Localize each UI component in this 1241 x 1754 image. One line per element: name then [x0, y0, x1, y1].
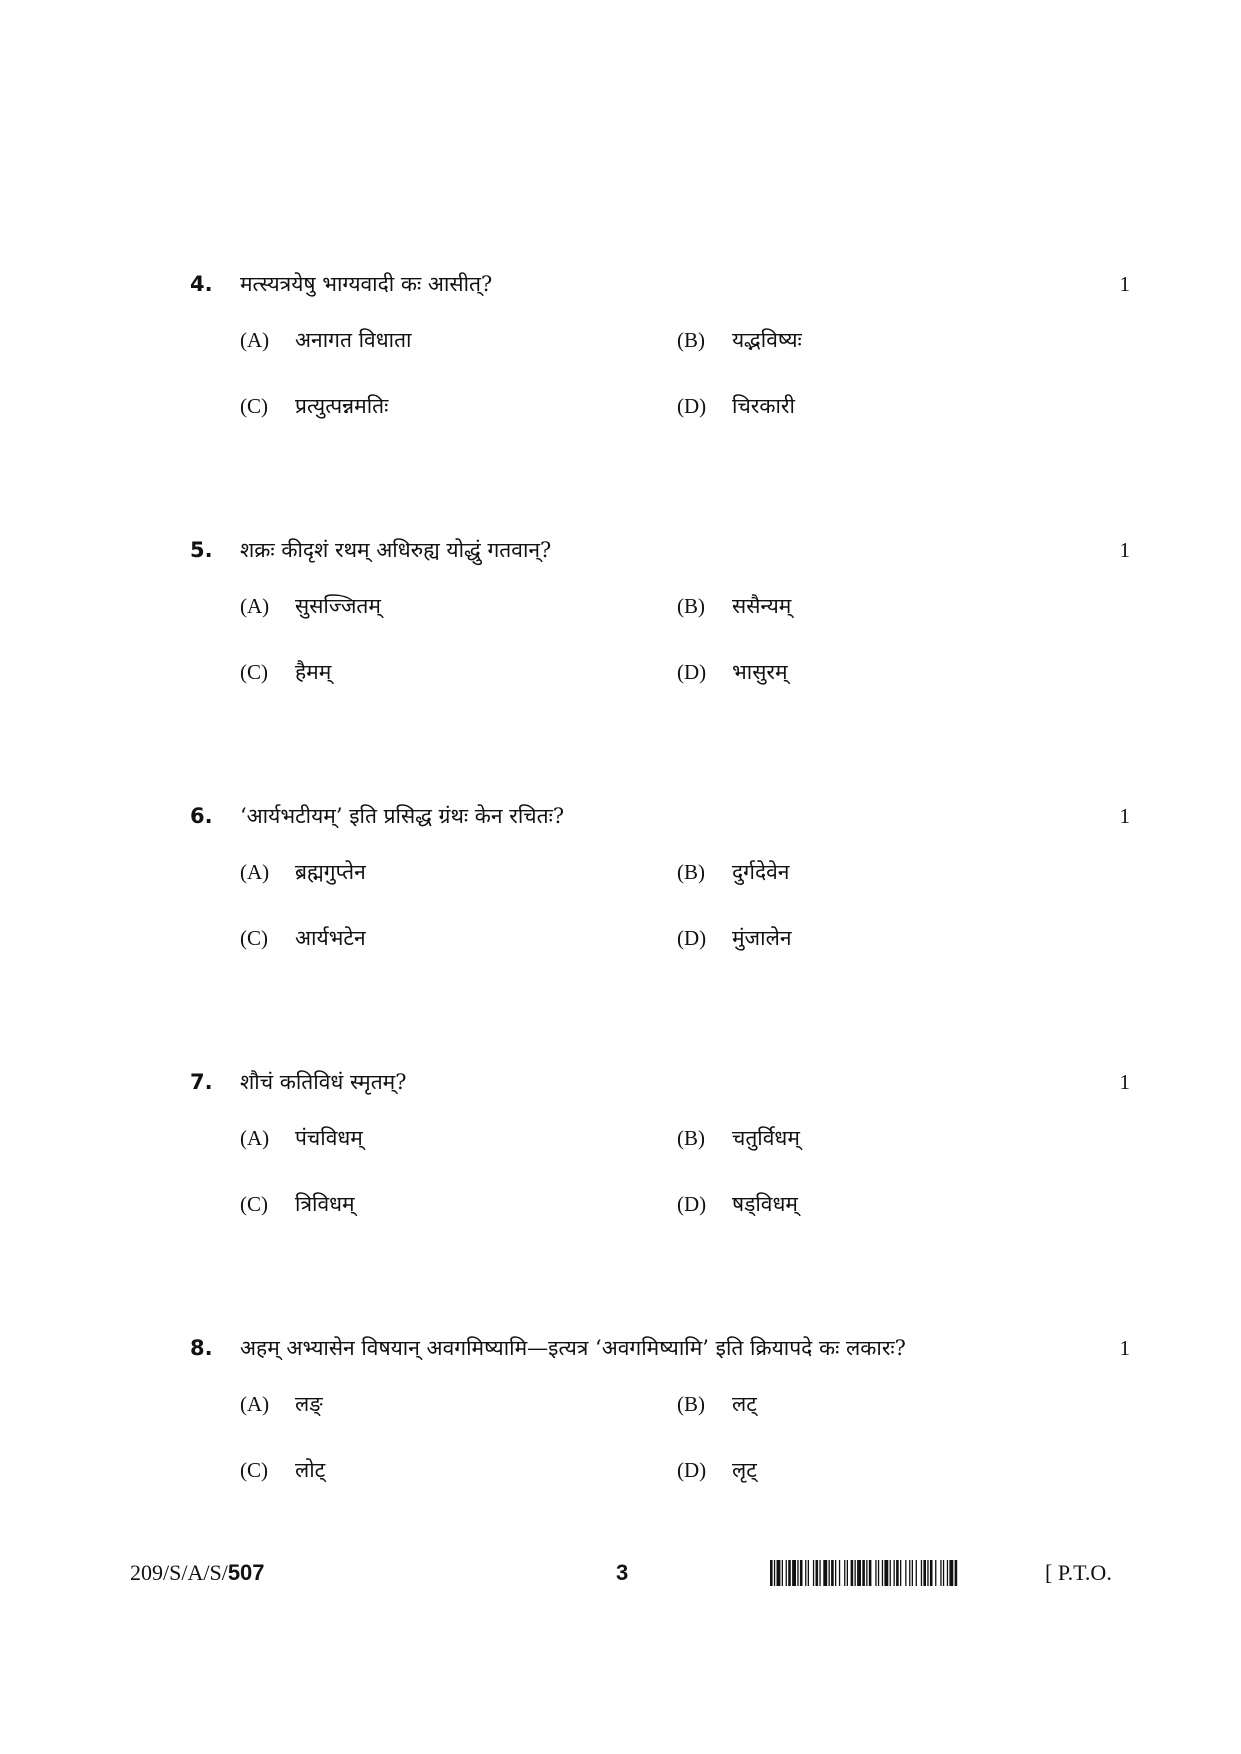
question-text: मत्स्यत्रयेषु भाग्यवादी कः आसीत्?: [240, 272, 493, 296]
option-text: मुंजालेन: [732, 926, 792, 950]
question-text: अहम् अभ्यासेन विषयान् अवगमिष्यामि—इत्यत्र ‘अवगमिष्यामि’ इति क्रियापदे कः लकारः?: [240, 1336, 906, 1360]
option-c: [240, 654, 331, 690]
question-text: शक्रः कीदृशं रथम् अधिरुह्य योद्धुं गतवान्?: [240, 538, 552, 562]
option-letter: (B): [677, 594, 705, 618]
option-text: यद्भविष्यः: [732, 328, 802, 352]
option-d: [677, 920, 791, 956]
option-text: प्रत्युत्पन्नमतिः: [295, 394, 389, 418]
option-c: [240, 1452, 325, 1488]
option-text: ब्रह्मगुप्तेन: [295, 860, 366, 884]
question-6: [190, 796, 1130, 976]
option-d: [677, 654, 788, 690]
option-text: हैमम्: [295, 660, 332, 684]
option-d: [677, 1452, 757, 1488]
option-a: [240, 854, 366, 890]
option-text: षड्विधम्: [732, 1192, 798, 1216]
options: [190, 1102, 1130, 1242]
option-text: चतुर्विधम्: [732, 1126, 800, 1150]
question-text: शौचं कतिविधं स्मृतम्?: [240, 1070, 407, 1094]
option-text: अनागत विधाता: [295, 328, 412, 352]
option-letter: (D): [677, 1192, 707, 1216]
option-text: त्रिविधम्: [295, 1192, 355, 1216]
question-number: 4.: [190, 272, 213, 296]
question-marks: 1: [1119, 804, 1130, 828]
option-letter: (B): [677, 1126, 705, 1150]
option-text: लट्: [732, 1392, 757, 1416]
option-letter: (A): [240, 1392, 270, 1416]
option-text: लङ्: [295, 1392, 323, 1416]
question-number: 8.: [190, 1336, 213, 1360]
option-b: [677, 854, 789, 890]
option-text: सुसज्जितम्: [295, 594, 381, 618]
options: [190, 836, 1130, 976]
option-letter: (D): [677, 394, 707, 418]
option-b: [677, 588, 791, 624]
option-c: [240, 1186, 355, 1222]
option-text: भासुरम्: [732, 660, 788, 684]
option-letter: (C): [240, 660, 268, 684]
options: [190, 1368, 1130, 1508]
option-a: [240, 1120, 363, 1156]
page-footer: [0, 1556, 1241, 1596]
option-letter: (D): [677, 660, 707, 684]
option-letter: (A): [240, 594, 270, 618]
pto-label: [ P.T.O.: [1045, 1560, 1112, 1585]
paper-code: [130, 1560, 265, 1586]
option-d: [677, 388, 795, 424]
option-letter: (B): [677, 1392, 705, 1416]
option-letter: (C): [240, 1192, 268, 1216]
question-4: [190, 264, 1130, 444]
question-marks: 1: [1119, 1070, 1130, 1094]
option-a: [240, 588, 381, 624]
option-c: [240, 388, 388, 424]
option-a: [240, 322, 411, 358]
question-7: [190, 1062, 1130, 1242]
option-text: ससैन्यम्: [732, 594, 792, 618]
option-d: [677, 1186, 798, 1222]
option-letter: (A): [240, 328, 270, 352]
option-letter: (C): [240, 394, 268, 418]
options: [190, 570, 1130, 710]
option-text: चिरकारी: [732, 394, 795, 418]
paper-code-prefix: 209/S/A/S/: [130, 1560, 228, 1585]
option-b: [677, 1120, 800, 1156]
option-c: [240, 920, 366, 956]
paper-code-number: 507: [227, 1560, 265, 1585]
question-number: 6.: [190, 804, 213, 828]
option-letter: (C): [240, 926, 268, 950]
option-b: [677, 322, 802, 358]
page-number: 3: [616, 1560, 629, 1585]
option-letter: (A): [240, 860, 270, 884]
option-letter: (D): [677, 1458, 707, 1482]
question-8: [190, 1328, 1130, 1508]
option-letter: (B): [677, 860, 705, 884]
option-text: दुर्गदेवेन: [732, 860, 790, 884]
option-text: पंचविधम्: [295, 1126, 363, 1150]
option-letter: (C): [240, 1458, 268, 1482]
question-number: 5.: [190, 538, 213, 562]
option-text: लृट्: [732, 1458, 757, 1482]
option-text: आर्यभटेन: [295, 926, 366, 950]
options: [190, 304, 1130, 444]
option-text: लोट्: [295, 1458, 326, 1482]
question-marks: 1: [1119, 538, 1130, 562]
option-letter: (B): [677, 328, 705, 352]
question-marks: 1: [1119, 1336, 1130, 1360]
option-b: [677, 1386, 757, 1422]
question-5: [190, 530, 1130, 710]
question-marks: 1: [1119, 272, 1130, 296]
option-a: [240, 1386, 323, 1422]
option-letter: (A): [240, 1126, 270, 1150]
option-letter: (D): [677, 926, 707, 950]
barcode-image: [770, 1560, 1034, 1586]
question-number: 7.: [190, 1070, 213, 1094]
question-text: ‘आर्यभटीयम्’ इति प्रसिद्ध ग्रंथः केन रचितः?: [240, 804, 565, 828]
